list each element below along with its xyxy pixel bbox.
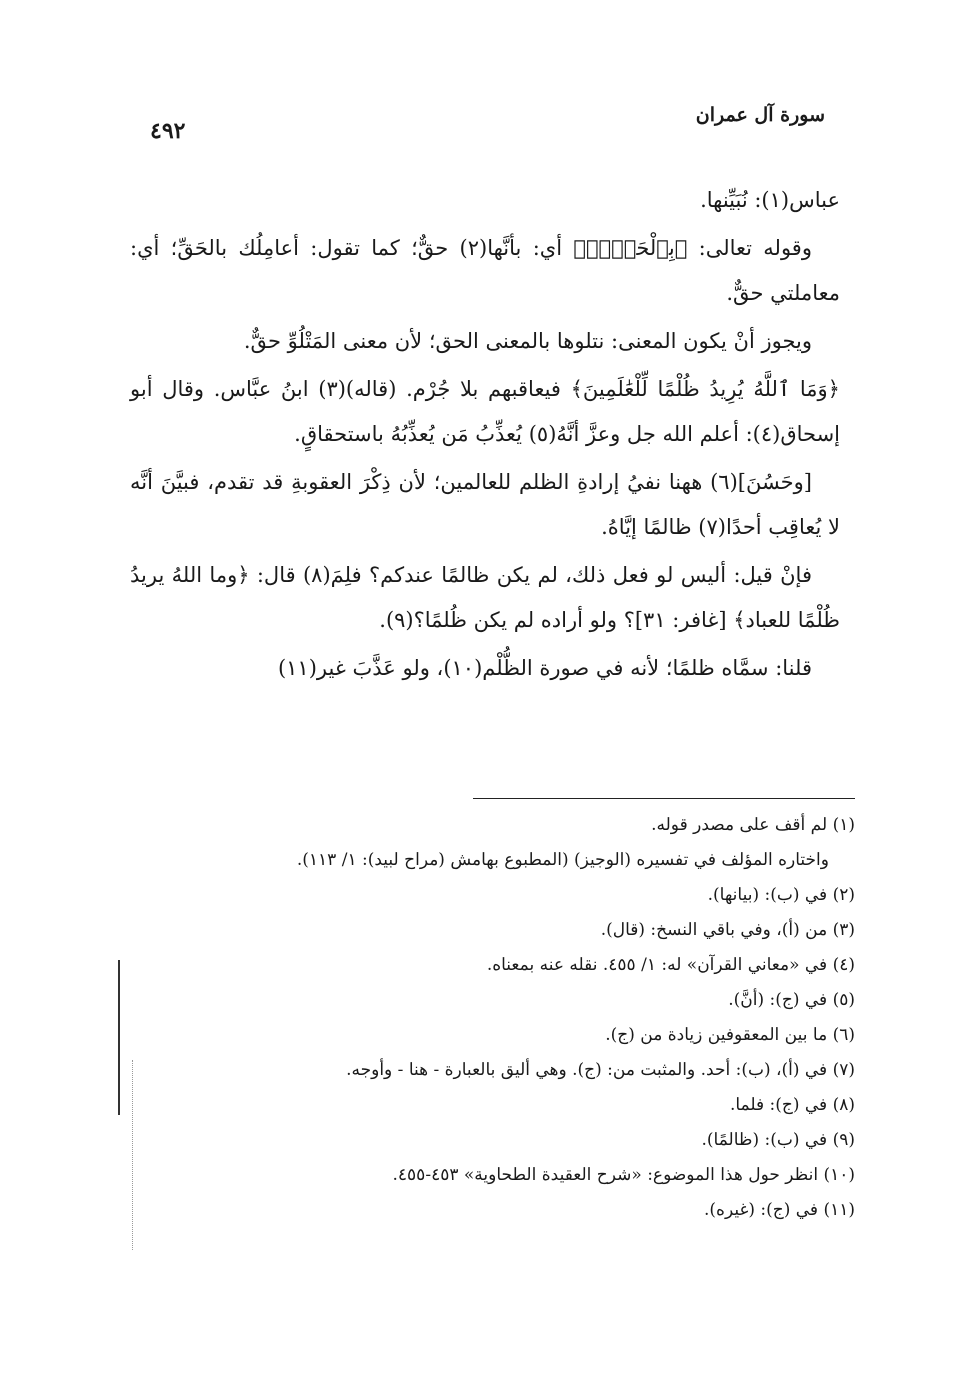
footnote: (١٠) انظر حول هذا الموضوع: «شرح العقيدة الطحاوية» ٤٥٣-٤٥٥.: [392, 1165, 855, 1185]
paragraph: ﴿وَمَا ٱللَّهُ يُرِيدُ ظُلْمًا لِّلْعَٰلَمِينَ﴾ فيعاقبهم بلا جُرْم. (قاله)(٣) ابنُ عبَّاس. وقال أبو إسحاق(٤): أعلم الله جل وعزَّ أنَّهُ(٥) يُعذِّبُ مَن يُعذِّبُهُ باستحقاقٍ.: [130, 377, 840, 446]
footnote: (١١) في (ج): (غيره).: [704, 1200, 855, 1220]
footnotes: [135, 808, 855, 1228]
paragraph: ويجوز أنْ يكون المعنى: نتلوها بالمعنى الحق؛ لأن معنى المَتْلُوِّ حقٌّ.: [243, 329, 812, 353]
paragraph: وقوله تعالى: ﴿بِٱلْحَقِّۗ﴾ أي: بأنَّها(٢) حقٌّ؛ كما تقول: أعامِلُك بالحَقِّ؛ أي: معاملتي حقٌّ.: [130, 236, 840, 305]
footnote: (٦) ما بين المعقوفين زيادة من (ج).: [605, 1025, 855, 1045]
paragraph: [وحَسُنَ](٦) ههنا نفيُ إرادةِ الظلم للعالمين؛ لأن ذِكْرَ العقوبةِ قد تقدم، فبيَّنَ أنَّه لا يُعاقِب أحدًا(٧) ظالمًا إيَّاهُ.: [130, 470, 840, 539]
footnote: (٧) في (أ)، (ب): أحد. والمثبت من: (ج). وهي أليق بالعبارة - هنا - وأوجه.: [346, 1060, 855, 1080]
footnote: (١) لم أقف على مصدر قوله.: [651, 815, 855, 835]
footnote: (٢) في (ب): (بيانها).: [707, 885, 855, 905]
footnote: (٩) في (ب): (ظالمًا).: [701, 1130, 855, 1150]
scan-margin-dots: [132, 1060, 133, 1250]
footnote: (٥) في (ج): (أنَّ).: [728, 990, 855, 1010]
footnote: (٤) في «معاني القرآن» له: ١/ ٤٥٥. نقله عنه بمعناه.: [486, 955, 855, 975]
paragraph: عباس(١): نُبَيِّنها.: [700, 188, 840, 212]
paragraph: قلنا: سمَّاه ظلمًا؛ لأنه في صورة الظُّلْم(١٠)، ولو عَذَّبَ غير(١١): [277, 656, 812, 680]
footnote-continuation: واختاره المؤلف في تفسيره (الوجيز) (المطبوع بهامش (مراح لبيد): ١/ ١١٣).: [296, 850, 829, 870]
surah-title: سورة آل عمران: [695, 104, 825, 126]
footnote: (٨) في (ج): فلما.: [729, 1095, 855, 1115]
scan-margin-line: [118, 960, 120, 1115]
footnote: (٣) من (أ)، وفي باقي النسخ: (قال).: [600, 920, 855, 940]
main-text: [130, 178, 840, 694]
page-number: ٤٩٢: [150, 118, 186, 144]
paragraph: فإنْ قيل: أليس لو فعل ذلك، لم يكن ظالمًا عندكم؟ فلِمَ(٨) قال: ﴿وما اللهُ يريدُ ظُلْمًا للعباد﴾ [غافر: ٣١]؟ ولو أراده لم يكن ظُلمًا؟(٩).: [130, 563, 840, 632]
footnote-separator: [473, 798, 855, 799]
page-header: [150, 96, 825, 156]
